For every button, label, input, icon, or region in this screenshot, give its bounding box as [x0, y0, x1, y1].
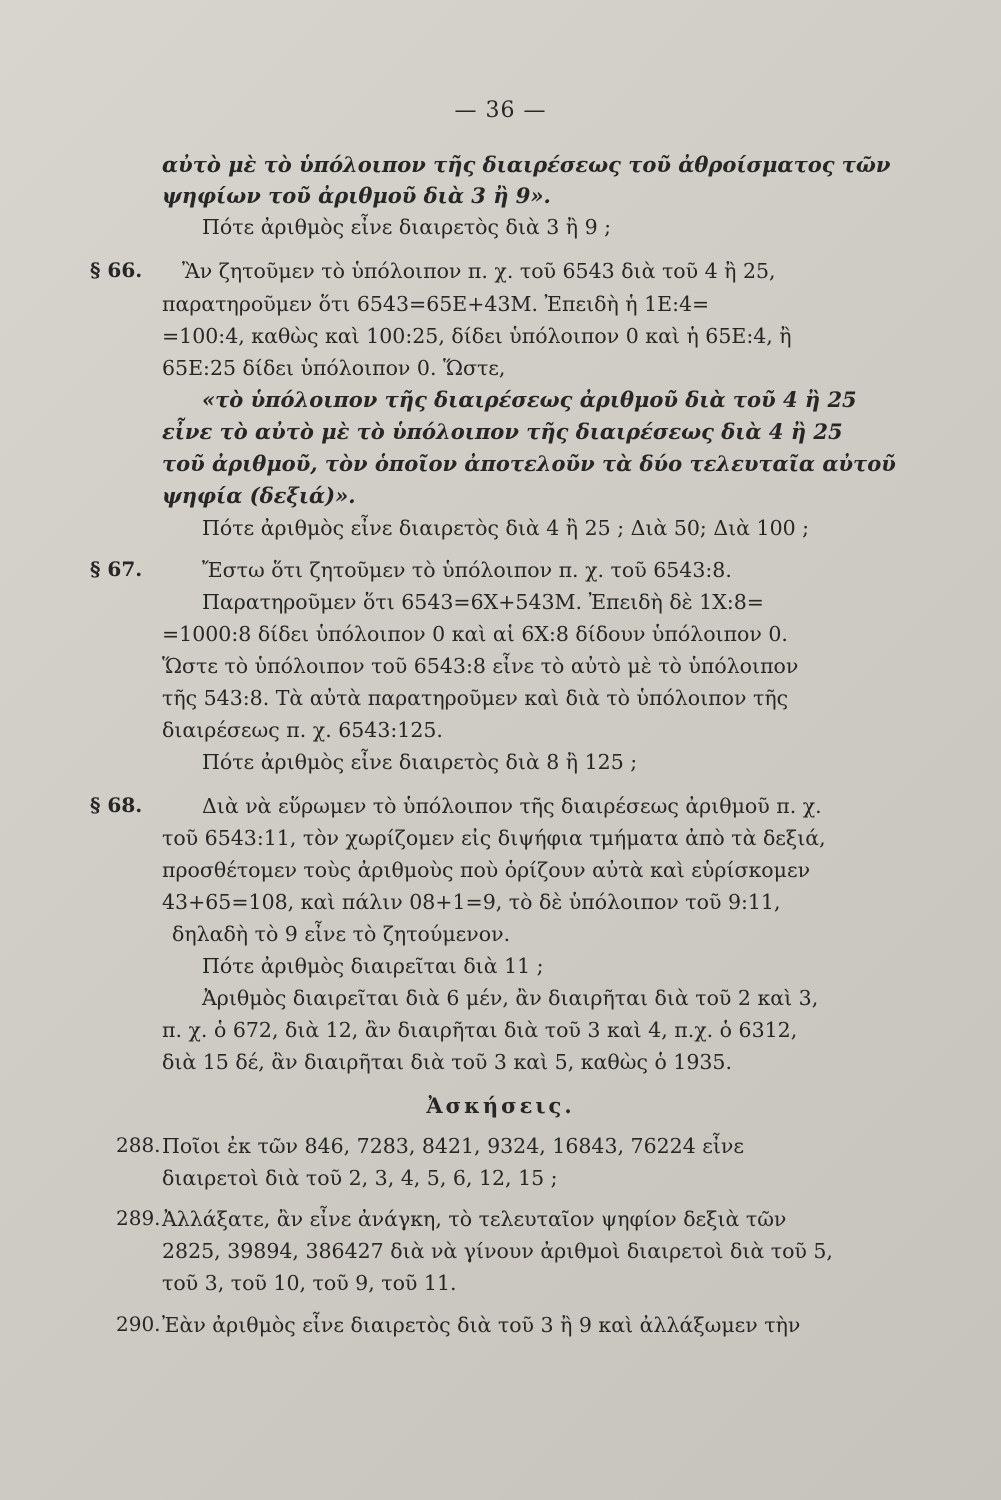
s67-line-5: τῆς 543:8. Τὰ αὐτὰ παρατηροῦμεν καὶ διὰ τὸ ὑπόλοιπον τῆς	[162, 686, 789, 710]
s66-line-1: Ἂν ζητοῦμεν τὸ ὑπόλοιπον π. χ. τοῦ 6543 διὰ τοῦ 4 ἢ 25,	[182, 259, 776, 283]
s67-line-3: =1000:8 δίδει ὑπόλοιπον 0 καὶ αἱ 6Χ:8 δίδουν ὑπόλοιπον 0.	[162, 622, 788, 646]
s68-line-7: π. χ. ὁ 672, διὰ 12, ἂν διαιρῆται διὰ τοῦ 3 καὶ 4, π.χ. ὁ 6312,	[162, 1018, 798, 1042]
s68-question: Πότε ἀριθμὸς διαιρεῖται διὰ 11 ;	[202, 954, 544, 978]
s68-line-4: 43+65=108, καὶ πάλιν 08+1=9, τὸ δὲ ὑπόλοιπον τοῦ 9:11,	[162, 890, 781, 914]
s68-line-5: δηλαδὴ τὸ 9 εἶνε τὸ ζητούμενον.	[172, 922, 511, 946]
s66-line-3: =100:4, καθὼς καὶ 100:25, δίδει ὑπόλοιπον 0 καὶ ἡ 65Ε:4, ἢ	[162, 324, 792, 348]
s67-line-2: Παρατηροῦμεν ὅτι 6543=6Χ+543Μ. Ἐπειδὴ δὲ 1Χ:8=	[202, 590, 764, 614]
exercise-288-number: 288.	[116, 1133, 161, 1157]
s68-line-3: προσθέτομεν τοὺς ἀριθμοὺς ποὺ ὁρίζουν αὐτὰ καὶ εὑρίσκομεν	[162, 858, 811, 882]
ex290-line-1: Ἐὰν ἀριθμὸς εἶνε διαιρετὸς διὰ τοῦ 3 ἢ 9 καὶ ἀλλάξωμεν τὴν	[162, 1313, 801, 1337]
section-68-label: § 68.	[90, 793, 143, 817]
ex288-line-1: Ποῖοι ἐκ τῶν 846, 7283, 8421, 9324, 16843, 76224 εἶνε	[162, 1134, 745, 1158]
s67-line-6: διαιρέσεως π. χ. 6543:125.	[162, 718, 443, 742]
s67-question: Πότε ἀριθμὸς εἶνε διαιρετὸς διὰ 8 ἢ 125 ;	[202, 750, 638, 774]
exercise-289-number: 289.	[116, 1206, 161, 1230]
ex289-line-2: 2825, 39894, 386427 διὰ νὰ γίνουν ἀριθμοὶ διαιρετοὶ διὰ τοῦ 5,	[162, 1239, 833, 1263]
ex289-line-3: τοῦ 3, τοῦ 10, τοῦ 9, τοῦ 11.	[162, 1271, 457, 1295]
exercise-290-number: 290.	[116, 1312, 161, 1336]
ex288-line-2: διαιρετοὶ διὰ τοῦ 2, 3, 4, 5, 6, 12, 15 ;	[162, 1166, 558, 1190]
s67-line-1: Ἔστω ὅτι ζητοῦμεν τὸ ὑπόλοιπον π. χ. τοῦ 6543:8.	[202, 558, 732, 582]
s66-line-4: 65Ε:25 δίδει ὑπόλοιπον 0. Ὥστε,	[162, 356, 506, 380]
section-67-label: § 67.	[90, 557, 143, 581]
intro-line-1: αὐτὸ μὲ τὸ ὑπόλοιπον τῆς διαιρέσεως τοῦ ἀθροίσματος τῶν	[162, 152, 891, 177]
s67-line-4: Ὥστε τὸ ὑπόλοιπον τοῦ 6543:8 εἶνε τὸ αὐτὸ μὲ τὸ ὑπόλοιπον	[162, 654, 799, 678]
section-66-label: § 66.	[90, 258, 143, 282]
ex289-line-1: Ἀλλάξατε, ἂν εἶνε ἀνάγκη, τὸ τελευταῖον ψηφίον δεξιὰ τῶν	[162, 1207, 787, 1231]
s68-line-8: διὰ 15 δέ, ἂν διαιρῆται διὰ τοῦ 3 καὶ 5, καθὼς ὁ 1935.	[162, 1050, 732, 1074]
intro-question: Πότε ἀριθμὸς εἶνε διαιρετὸς διὰ 3 ἢ 9 ;	[202, 215, 612, 239]
intro-line-2: ψηφίων τοῦ ἀριθμοῦ διὰ 3 ἢ 9».	[162, 183, 551, 208]
s66-rule-3: τοῦ ἀριθμοῦ, τὸν ὁποῖον ἀποτελοῦν τὰ δύο τελευταῖα αὐτοῦ	[162, 451, 896, 476]
s66-rule-4: ψηφία (δεξιά)».	[162, 483, 356, 508]
s66-rule-1: «τὸ ὑπόλοιπον τῆς διαιρέσεως ἀριθμοῦ διὰ τοῦ 4 ἢ 25	[202, 387, 857, 412]
s68-line-1: Διὰ νὰ εὕρωμεν τὸ ὑπόλοιπον τῆς διαιρέσεως ἀριθμοῦ π. χ.	[202, 794, 822, 818]
s66-question: Πότε ἀριθμὸς εἶνε διαιρετὸς διὰ 4 ἢ 25 ; Διὰ 50; Διὰ 100 ;	[202, 516, 810, 540]
s66-line-2: παρατηροῦμεν ὅτι 6543=65Ε+43Μ. Ἐπειδὴ ἡ 1Ε:4=	[162, 292, 710, 316]
s68-line-2: τοῦ 6543:11, τὸν χωρίζομεν εἰς διψήφια τμήματα ἀπὸ τὰ δεξιά,	[162, 826, 826, 850]
s66-rule-2: εἶνε τὸ αὐτὸ μὲ τὸ ὑπόλοιπον τῆς διαιρέσεως διὰ 4 ἢ 25	[162, 419, 843, 444]
s68-line-6: Ἀριθμὸς διαιρεῖται διὰ 6 μέν, ἂν διαιρῆται διὰ τοῦ 2 καὶ 3,	[202, 986, 819, 1010]
exercises-heading: Ἀσκήσεις.	[426, 1093, 575, 1118]
page-number: — 36 —	[454, 98, 547, 123]
